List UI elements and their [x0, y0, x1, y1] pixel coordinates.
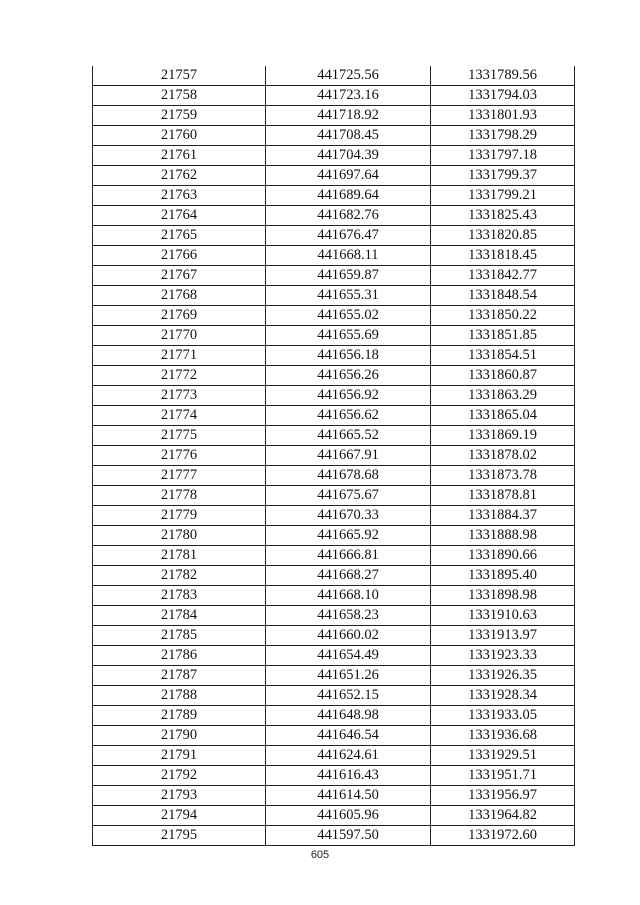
x-coordinate-cell: 441697.64	[266, 166, 431, 186]
point-id-cell: 21770	[93, 326, 266, 346]
y-coordinate-cell: 1331799.21	[431, 186, 575, 206]
y-coordinate-cell: 1331869.19	[431, 426, 575, 446]
table-row	[93, 666, 575, 686]
point-id-cell: 21758	[93, 86, 266, 106]
point-id-cell: 21766	[93, 246, 266, 266]
point-id-cell: 21761	[93, 146, 266, 166]
x-coordinate-cell: 441708.45	[266, 126, 431, 146]
table-row	[93, 486, 575, 506]
point-id-cell: 21793	[93, 786, 266, 806]
x-coordinate-cell: 441668.10	[266, 586, 431, 606]
y-coordinate-cell: 1331910.63	[431, 606, 575, 626]
x-coordinate-cell: 441704.39	[266, 146, 431, 166]
table-row	[93, 66, 575, 86]
x-coordinate-cell: 441678.68	[266, 466, 431, 486]
table-row	[93, 686, 575, 706]
table-row	[93, 506, 575, 526]
y-coordinate-cell: 1331878.81	[431, 486, 575, 506]
x-coordinate-cell: 441675.67	[266, 486, 431, 506]
y-coordinate-cell: 1331913.97	[431, 626, 575, 646]
point-id-cell: 21795	[93, 826, 266, 846]
y-coordinate-cell: 1331854.51	[431, 346, 575, 366]
y-coordinate-cell: 1331789.56	[431, 66, 575, 86]
table-row	[93, 466, 575, 486]
y-coordinate-cell: 1331820.85	[431, 226, 575, 246]
x-coordinate-cell: 441655.31	[266, 286, 431, 306]
table-row	[93, 626, 575, 646]
x-coordinate-cell: 441725.56	[266, 66, 431, 86]
x-coordinate-cell: 441668.11	[266, 246, 431, 266]
table-row	[93, 366, 575, 386]
point-id-cell: 21787	[93, 666, 266, 686]
table-row	[93, 706, 575, 726]
y-coordinate-cell: 1331956.97	[431, 786, 575, 806]
point-id-cell: 21782	[93, 566, 266, 586]
y-coordinate-cell: 1331878.02	[431, 446, 575, 466]
x-coordinate-cell: 441689.64	[266, 186, 431, 206]
x-coordinate-cell: 441646.54	[266, 726, 431, 746]
point-id-cell: 21771	[93, 346, 266, 366]
table-row	[93, 306, 575, 326]
table-row	[93, 346, 575, 366]
point-id-cell: 21785	[93, 626, 266, 646]
y-coordinate-cell: 1331923.33	[431, 646, 575, 666]
x-coordinate-cell: 441659.87	[266, 266, 431, 286]
y-coordinate-cell: 1331964.82	[431, 806, 575, 826]
x-coordinate-cell: 441660.02	[266, 626, 431, 646]
point-id-cell: 21776	[93, 446, 266, 466]
x-coordinate-cell: 441648.98	[266, 706, 431, 726]
point-id-cell: 21767	[93, 266, 266, 286]
y-coordinate-cell: 1331818.45	[431, 246, 575, 266]
x-coordinate-cell: 441656.92	[266, 386, 431, 406]
y-coordinate-cell: 1331848.54	[431, 286, 575, 306]
point-id-cell: 21781	[93, 546, 266, 566]
point-id-cell: 21768	[93, 286, 266, 306]
x-coordinate-cell: 441668.27	[266, 566, 431, 586]
x-coordinate-cell: 441666.81	[266, 546, 431, 566]
x-coordinate-cell: 441655.02	[266, 306, 431, 326]
y-coordinate-cell: 1331951.71	[431, 766, 575, 786]
y-coordinate-cell: 1331865.04	[431, 406, 575, 426]
table-row	[93, 206, 575, 226]
y-coordinate-cell: 1331898.98	[431, 586, 575, 606]
y-coordinate-cell: 1331860.87	[431, 366, 575, 386]
y-coordinate-cell: 1331797.18	[431, 146, 575, 166]
point-id-cell: 21762	[93, 166, 266, 186]
x-coordinate-cell: 441676.47	[266, 226, 431, 246]
table-row	[93, 406, 575, 426]
point-id-cell: 21777	[93, 466, 266, 486]
y-coordinate-cell: 1331799.37	[431, 166, 575, 186]
table-row	[93, 126, 575, 146]
y-coordinate-cell: 1331972.60	[431, 826, 575, 846]
table-row	[93, 226, 575, 246]
table-row	[93, 526, 575, 546]
point-id-cell: 21757	[93, 66, 266, 86]
x-coordinate-cell: 441654.49	[266, 646, 431, 666]
point-id-cell: 21789	[93, 706, 266, 726]
point-id-cell: 21775	[93, 426, 266, 446]
point-id-cell: 21790	[93, 726, 266, 746]
point-id-cell: 21788	[93, 686, 266, 706]
coordinates-table-body	[93, 66, 575, 846]
y-coordinate-cell: 1331825.43	[431, 206, 575, 226]
coordinates-table	[92, 66, 575, 846]
y-coordinate-cell: 1331929.51	[431, 746, 575, 766]
point-id-cell: 21784	[93, 606, 266, 626]
y-coordinate-cell: 1331842.77	[431, 266, 575, 286]
x-coordinate-cell: 441656.62	[266, 406, 431, 426]
table-row	[93, 786, 575, 806]
point-id-cell: 21769	[93, 306, 266, 326]
table-row	[93, 806, 575, 826]
y-coordinate-cell: 1331873.78	[431, 466, 575, 486]
x-coordinate-cell: 441723.16	[266, 86, 431, 106]
y-coordinate-cell: 1331928.34	[431, 686, 575, 706]
x-coordinate-cell: 441656.26	[266, 366, 431, 386]
table-row	[93, 726, 575, 746]
x-coordinate-cell: 441616.43	[266, 766, 431, 786]
point-id-cell: 21792	[93, 766, 266, 786]
x-coordinate-cell: 441605.96	[266, 806, 431, 826]
y-coordinate-cell: 1331895.40	[431, 566, 575, 586]
table-row	[93, 166, 575, 186]
y-coordinate-cell: 1331926.35	[431, 666, 575, 686]
y-coordinate-cell: 1331890.66	[431, 546, 575, 566]
table-row	[93, 546, 575, 566]
x-coordinate-cell: 441597.50	[266, 826, 431, 846]
y-coordinate-cell: 1331798.29	[431, 126, 575, 146]
y-coordinate-cell: 1331888.98	[431, 526, 575, 546]
y-coordinate-cell: 1331851.85	[431, 326, 575, 346]
table-row	[93, 586, 575, 606]
x-coordinate-cell: 441658.23	[266, 606, 431, 626]
table-row	[93, 746, 575, 766]
x-coordinate-cell: 441665.92	[266, 526, 431, 546]
y-coordinate-cell: 1331801.93	[431, 106, 575, 126]
table-row	[93, 326, 575, 346]
point-id-cell: 21774	[93, 406, 266, 426]
point-id-cell: 21794	[93, 806, 266, 826]
x-coordinate-cell: 441718.92	[266, 106, 431, 126]
table-row	[93, 446, 575, 466]
point-id-cell: 21763	[93, 186, 266, 206]
x-coordinate-cell: 441682.76	[266, 206, 431, 226]
table-row	[93, 566, 575, 586]
table-row	[93, 106, 575, 126]
x-coordinate-cell: 441670.33	[266, 506, 431, 526]
table-row	[93, 826, 575, 846]
x-coordinate-cell: 441655.69	[266, 326, 431, 346]
table-row	[93, 86, 575, 106]
point-id-cell: 21765	[93, 226, 266, 246]
table-row	[93, 386, 575, 406]
table-row	[93, 266, 575, 286]
y-coordinate-cell: 1331884.37	[431, 506, 575, 526]
x-coordinate-cell: 441624.61	[266, 746, 431, 766]
y-coordinate-cell: 1331850.22	[431, 306, 575, 326]
table-row	[93, 646, 575, 666]
point-id-cell: 21786	[93, 646, 266, 666]
point-id-cell: 21772	[93, 366, 266, 386]
point-id-cell: 21759	[93, 106, 266, 126]
x-coordinate-cell: 441667.91	[266, 446, 431, 466]
x-coordinate-cell: 441652.15	[266, 686, 431, 706]
table-row	[93, 766, 575, 786]
page-number: 605	[310, 849, 330, 861]
x-coordinate-cell: 441614.50	[266, 786, 431, 806]
point-id-cell: 21783	[93, 586, 266, 606]
table-row	[93, 286, 575, 306]
table-row	[93, 146, 575, 166]
point-id-cell: 21764	[93, 206, 266, 226]
point-id-cell: 21779	[93, 506, 266, 526]
y-coordinate-cell: 1331933.05	[431, 706, 575, 726]
y-coordinate-cell: 1331863.29	[431, 386, 575, 406]
table-row	[93, 186, 575, 206]
table-row	[93, 246, 575, 266]
table-row	[93, 426, 575, 446]
point-id-cell: 21760	[93, 126, 266, 146]
point-id-cell: 21780	[93, 526, 266, 546]
point-id-cell: 21778	[93, 486, 266, 506]
point-id-cell: 21791	[93, 746, 266, 766]
x-coordinate-cell: 441665.52	[266, 426, 431, 446]
table-row	[93, 606, 575, 626]
y-coordinate-cell: 1331794.03	[431, 86, 575, 106]
x-coordinate-cell: 441651.26	[266, 666, 431, 686]
y-coordinate-cell: 1331936.68	[431, 726, 575, 746]
point-id-cell: 21773	[93, 386, 266, 406]
x-coordinate-cell: 441656.18	[266, 346, 431, 366]
